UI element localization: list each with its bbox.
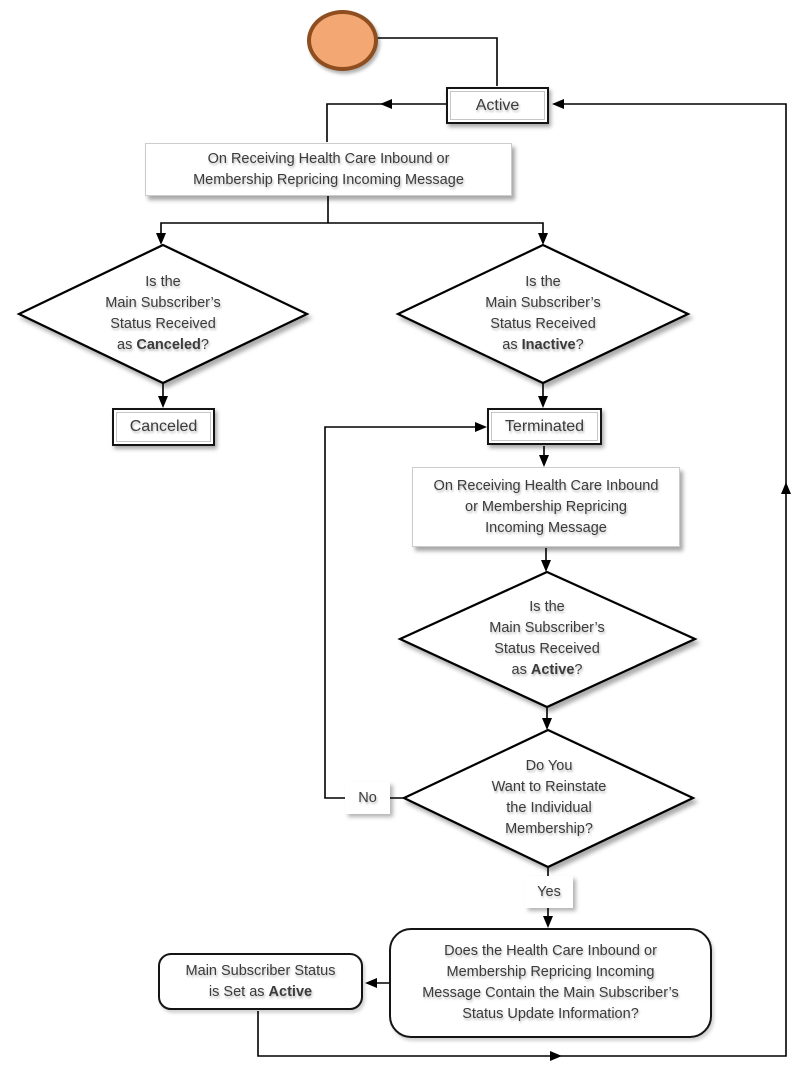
state-canceled [112, 408, 215, 446]
decision-reinstate-membership [429, 738, 669, 858]
arrow-down-reinstate [542, 718, 552, 730]
text-line: the Individual [506, 800, 592, 816]
text-line: or Membership Repricing [465, 498, 627, 515]
event-on-receiving-message-1 [145, 143, 512, 196]
edge-label-no: No [345, 782, 390, 814]
arrow-right-mid-bottom [550, 1051, 562, 1061]
text-line: Is the [525, 274, 561, 290]
text-line: Main Subscriber’s [105, 295, 221, 311]
text-line: as Canceled? [117, 337, 209, 353]
text-line: Membership? [505, 821, 593, 837]
edge-active-to-msg1 [327, 104, 446, 142]
decision-status-inactive [423, 254, 663, 374]
text-line: Membership Repricing Incoming Message [193, 171, 464, 188]
state-active [446, 87, 549, 124]
text-line: Main Subscriber’s [485, 295, 601, 311]
arrow-down-inactive-check [538, 233, 548, 245]
arrow-down-canceled-check [156, 233, 166, 245]
text-line: as Active? [511, 662, 583, 678]
state-terminated [487, 408, 602, 445]
state-canceled-label: Canceled [129, 418, 198, 435]
decision-status-canceled [43, 254, 283, 374]
text-line: as Inactive? [502, 337, 584, 353]
text-line: Want to Reinstate [491, 779, 607, 795]
event-on-receiving-message-2 [412, 467, 680, 547]
text-line: On Receiving Health Care Inbound or [207, 150, 450, 167]
arrow-left-mid-active-exit [380, 99, 392, 109]
arrow-up-mid-right [781, 482, 791, 494]
decision-status-active [427, 579, 667, 699]
start-node-icon [307, 10, 378, 71]
text-line: Is the [145, 274, 181, 290]
edge-label-yes: Yes [525, 876, 573, 908]
arrow-down-contains [543, 916, 553, 928]
text-line: Message Contain the Main Subscriber’s [422, 985, 679, 1001]
text-line: Does the Health Care Inbound or [444, 943, 657, 959]
process-status-update-check [389, 928, 712, 1038]
arrow-down-msg2 [539, 455, 549, 467]
arrow-right-terminated [475, 422, 487, 432]
text-line: On Receiving Health Care Inbound [433, 477, 659, 494]
text-line: Main Subscriber’s [489, 620, 605, 636]
arrow-left-into-active [552, 99, 564, 109]
text-line: Status Received [494, 641, 600, 657]
text-line: Status Received [110, 316, 216, 332]
arrow-left-set-active [365, 978, 377, 988]
text-line: Do You [525, 758, 573, 774]
text-line: Main Subscriber Status [185, 962, 336, 979]
state-terminated-label: Terminated [504, 417, 585, 435]
arrow-down-active-check [541, 560, 551, 572]
text-line: Status Update Information? [462, 1006, 639, 1022]
edge-start-to-active [377, 38, 497, 86]
arrow-down-canceled [158, 396, 168, 408]
state-active-label: Active [475, 96, 520, 114]
text-line: Is the [529, 599, 565, 615]
text-line: Membership Repricing Incoming [446, 964, 655, 980]
text-line: is Set as Active [208, 983, 313, 1000]
edge-msg1-split [161, 223, 543, 241]
arrow-down-terminated [538, 396, 548, 408]
text-line: Status Received [490, 316, 596, 332]
text-line: Incoming Message [485, 519, 607, 536]
process-set-active [158, 953, 363, 1010]
